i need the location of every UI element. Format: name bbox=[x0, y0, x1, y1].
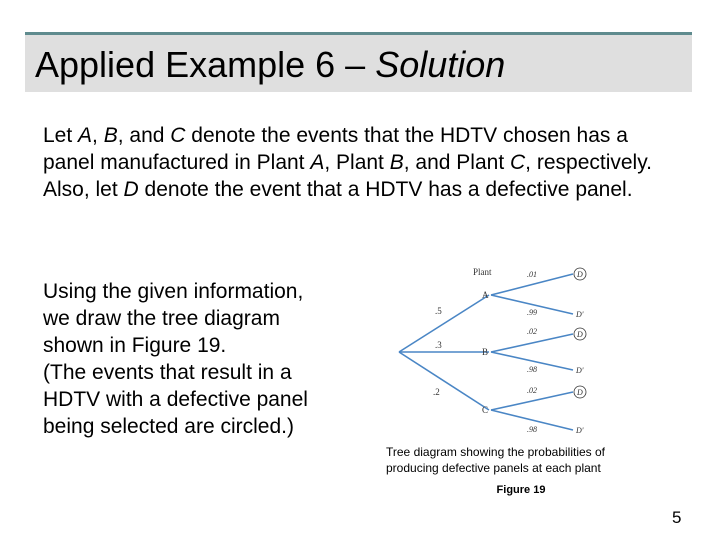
text-fragment: denote the events that the HDTV chosen has a panel manufactured in Plant bbox=[43, 124, 628, 174]
body-line: (The events that result in a bbox=[43, 361, 292, 384]
explanation-paragraph bbox=[43, 278, 363, 440]
outcome-c-dprime: D' bbox=[576, 426, 584, 435]
node-plant-a: A bbox=[482, 290, 489, 300]
outcome-b-dprime: D' bbox=[576, 366, 584, 375]
text-fragment: D bbox=[123, 178, 139, 201]
prob-a-d: .01 bbox=[527, 270, 537, 279]
page-number: 5 bbox=[672, 508, 682, 527]
text-fragment: , respectively. Also, let bbox=[43, 151, 652, 201]
node-plant-c: C bbox=[482, 405, 489, 415]
prob-a-dprime: .99 bbox=[527, 308, 537, 317]
body-line: being selected are circled.) bbox=[43, 415, 294, 438]
node-plant-b: B bbox=[482, 347, 489, 357]
text-fragment: , bbox=[92, 124, 104, 147]
branch-plant-a bbox=[399, 295, 489, 352]
text-fragment: denote the event that a HDTV has a defective panel. bbox=[138, 178, 633, 201]
text-fragment: B bbox=[103, 124, 118, 147]
text-fragment: , and bbox=[117, 124, 171, 147]
outcome-a-dprime: D' bbox=[576, 310, 584, 319]
text-fragment: A bbox=[310, 151, 325, 174]
outcome-c-d: D bbox=[577, 388, 583, 397]
tree-diagram bbox=[393, 262, 600, 440]
figure-label: Figure 19 bbox=[496, 484, 546, 496]
prob-plant-a: .5 bbox=[435, 306, 442, 316]
tree-diagram-svg bbox=[393, 262, 600, 440]
tree-header: Plant bbox=[473, 267, 492, 277]
intro-paragraph bbox=[43, 122, 673, 203]
text-fragment: , Plant bbox=[324, 151, 390, 174]
body-line: HDTV with a defective panel bbox=[43, 388, 308, 411]
figure-caption: Tree diagram showing the probabilities of producing defective panels at each plant bbox=[386, 445, 606, 475]
text-fragment: Let bbox=[43, 124, 79, 147]
prob-b-d: .02 bbox=[527, 327, 537, 336]
text-fragment: , and Plant bbox=[403, 151, 510, 174]
body-line: we draw the tree diagram bbox=[43, 307, 280, 330]
prob-plant-b: .3 bbox=[435, 340, 442, 350]
text-fragment: C bbox=[170, 124, 186, 147]
body-line: Using the given information, bbox=[43, 280, 304, 303]
outcome-a-d: D bbox=[577, 270, 583, 279]
outcome-b-d: D bbox=[577, 330, 583, 339]
prob-b-dprime: .98 bbox=[527, 365, 537, 374]
text-fragment: C bbox=[510, 151, 526, 174]
branch-plant-c bbox=[399, 352, 489, 410]
title-italic: Solution bbox=[375, 44, 506, 85]
title-bar bbox=[25, 32, 692, 92]
body-line: shown in Figure 19. bbox=[43, 334, 227, 357]
prob-c-d: .02 bbox=[527, 386, 537, 395]
title-main: Applied Example 6 – bbox=[35, 44, 376, 85]
text-fragment: B bbox=[389, 151, 404, 174]
prob-plant-c: .2 bbox=[433, 387, 440, 397]
prob-c-dprime: .98 bbox=[527, 425, 537, 434]
text-fragment: A bbox=[78, 124, 93, 147]
slide-title bbox=[35, 44, 505, 86]
branch-b-d bbox=[491, 334, 573, 352]
